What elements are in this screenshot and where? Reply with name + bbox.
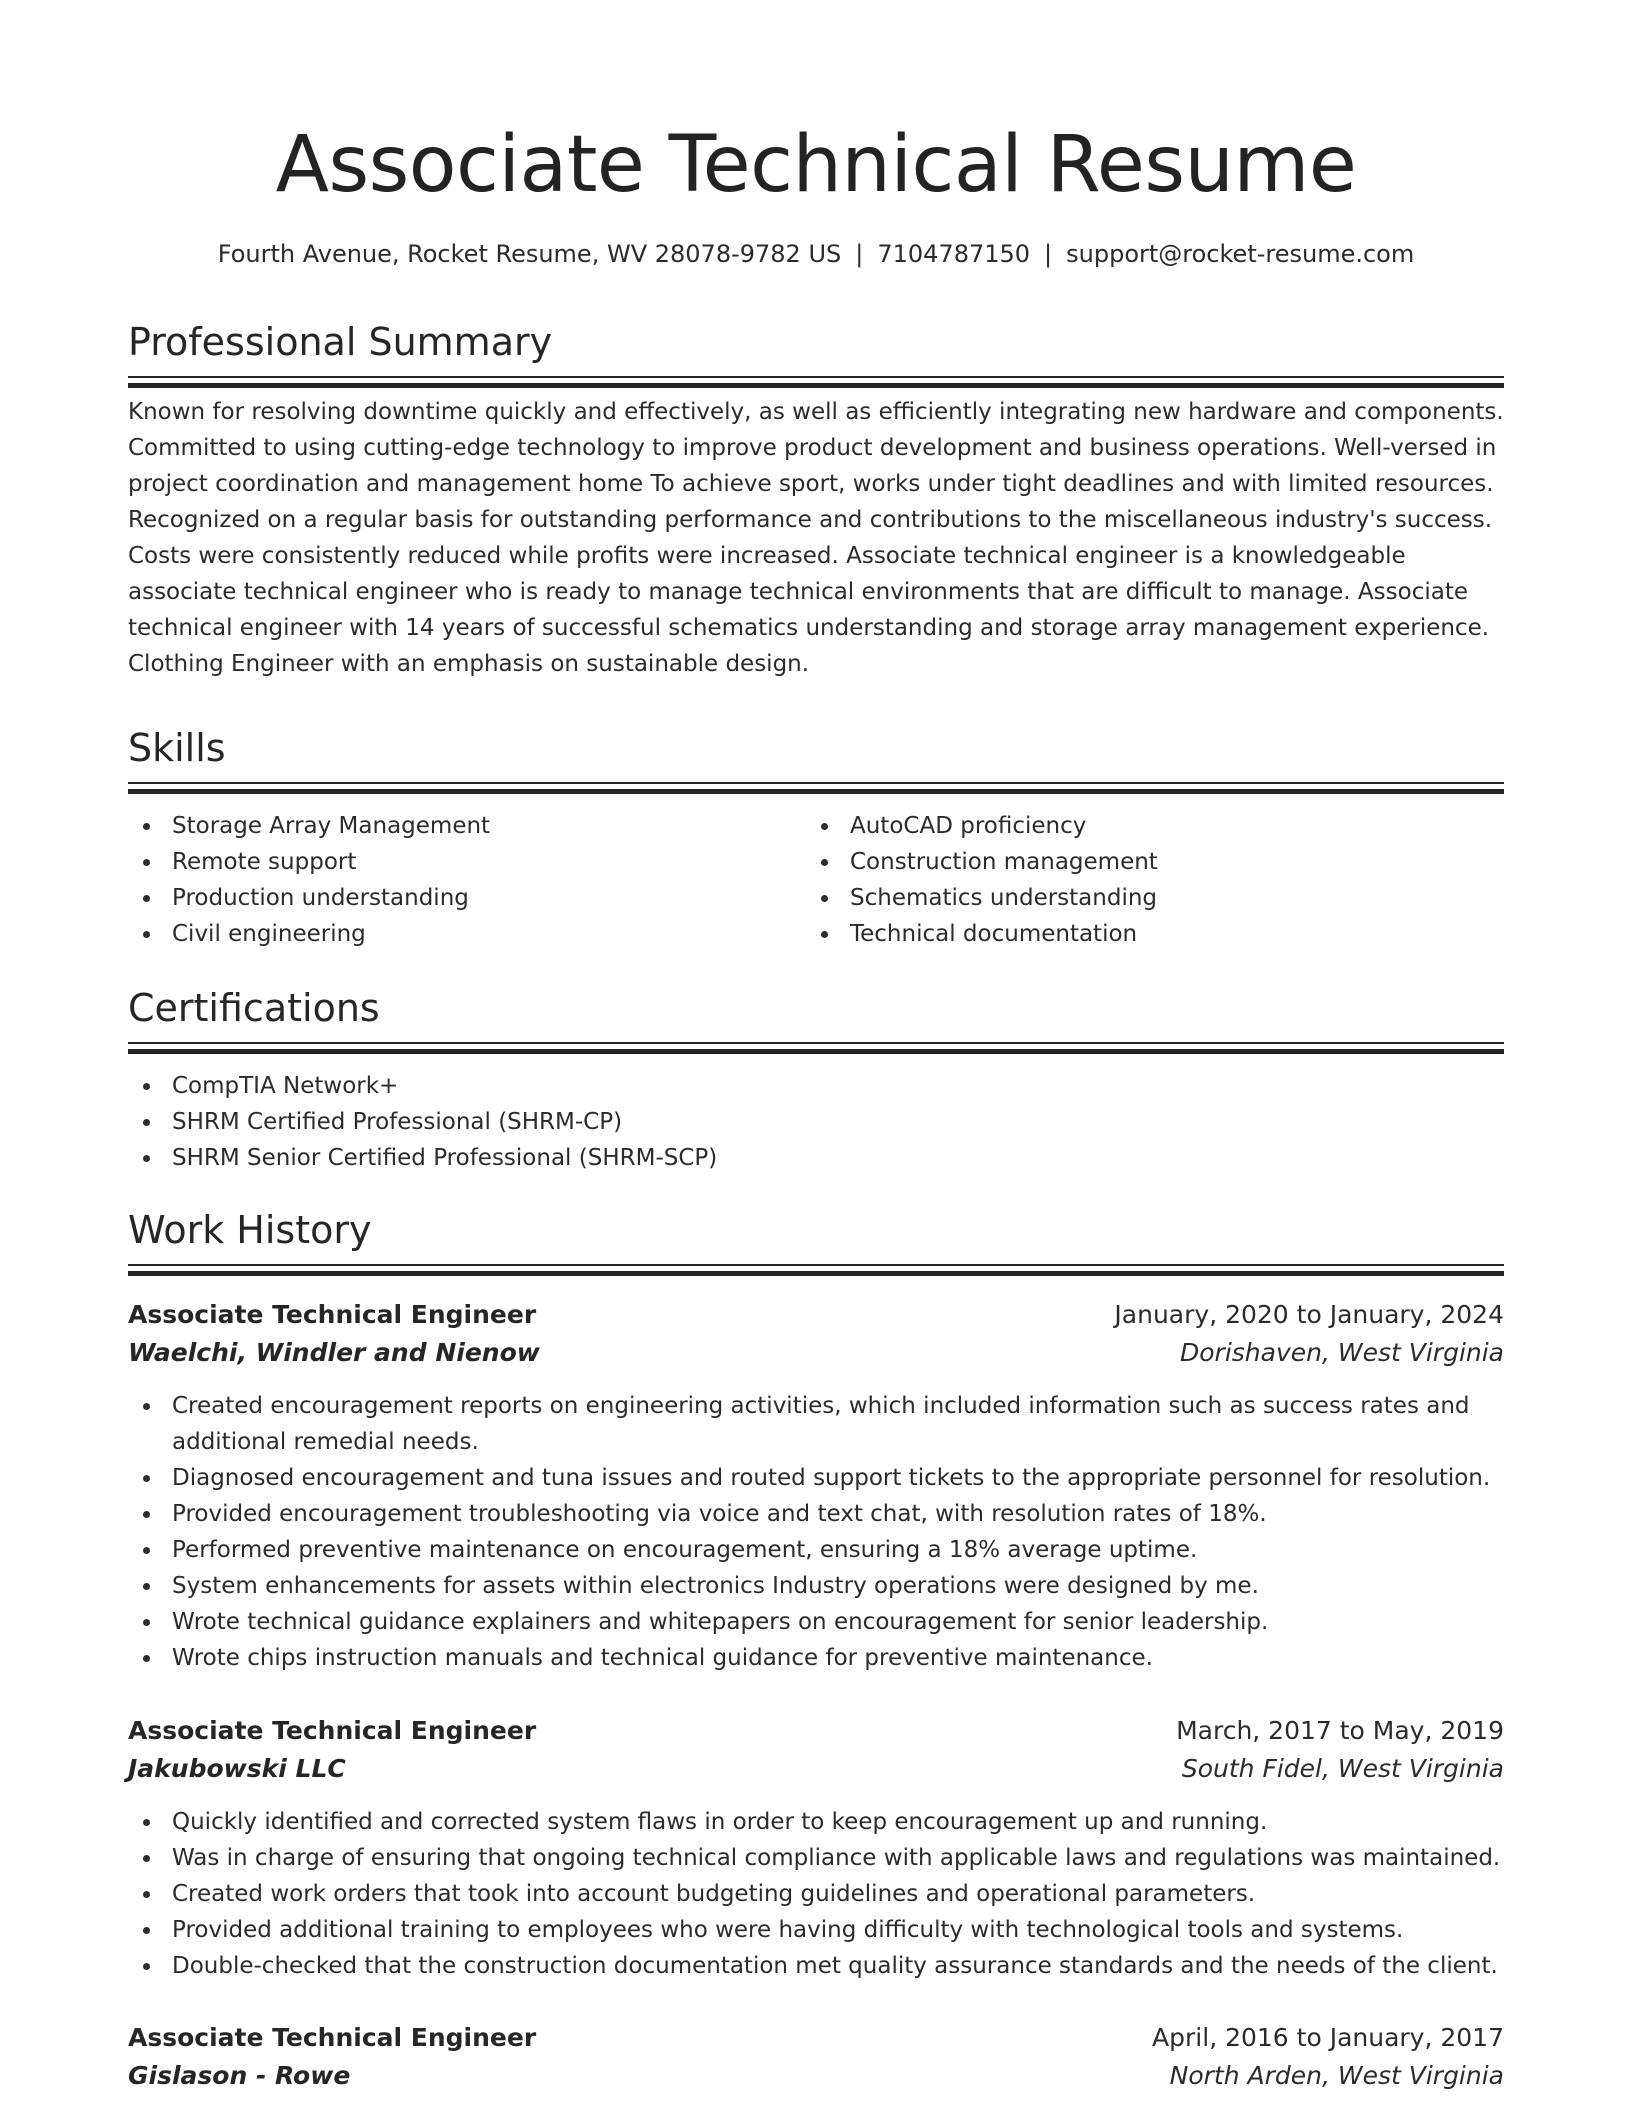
job-bullet: Wrote chips instruction manuals and technical guidance for preventive maintenance.	[128, 1640, 1504, 1676]
job-location: South Fidel, West Virginia	[1181, 1754, 1504, 1783]
job-company: Waelchi, Windler and Nienow	[128, 1338, 540, 1367]
job-bullet: Double-checked that the construction documentation met quality assurance standards and the needs of the client.	[128, 1948, 1504, 1984]
job-dates: March, 2017 to May, 2019	[1176, 1716, 1504, 1745]
job-bullet: Created work orders that took into account budgeting guidelines and operational parameters.	[128, 1876, 1504, 1912]
contact-separator: |	[855, 240, 864, 268]
job-bullet: Performed preventive maintenance on encouragement, ensuring a 18% average uptime.	[128, 1532, 1504, 1568]
skill-item: Remote support	[128, 844, 798, 880]
section-divider	[128, 376, 1504, 390]
summary-heading: Professional Summary	[128, 320, 553, 364]
job-bullet: Quickly identified and corrected system flaws in order to keep encouragement up and running.	[128, 1804, 1504, 1840]
job-entry	[128, 1712, 1504, 1984]
work-history-section	[128, 1206, 1504, 1254]
skills-heading: Skills	[128, 726, 226, 770]
job-location: North Arden, West Virginia	[1169, 2061, 1504, 2090]
summary-section	[128, 318, 1504, 677]
job-bullet: Provided encouragement troubleshooting via voice and text chat, with resolution rates of 18%.	[128, 1496, 1504, 1532]
skills-section	[128, 724, 1504, 947]
contact-email: support@rocket-resume.com	[1066, 240, 1415, 268]
certifications-list	[128, 1068, 1504, 1176]
certifications-section	[128, 984, 1504, 1171]
skills-right-list	[806, 808, 1476, 952]
job-bullet: Was in charge of ensuring that ongoing technical compliance with applicable laws and regulations was maintained.	[128, 1840, 1504, 1876]
skill-item: Storage Array Management	[128, 808, 798, 844]
job-title: Associate Technical Engineer	[128, 2023, 537, 2052]
job-company: Jakubowski LLC	[128, 1754, 346, 1783]
skills-left-list	[128, 808, 798, 952]
job-header	[128, 2019, 1504, 2057]
resume-title: Associate Technical Resume	[275, 120, 1357, 210]
skill-item: Production understanding	[128, 880, 798, 916]
job-bullet: Wrote technical guidance explainers and whitepapers on encouragement for senior leadership.	[128, 1604, 1504, 1640]
job-dates: April, 2016 to January, 2017	[1152, 2023, 1504, 2052]
job-subheader	[128, 1334, 1504, 1372]
skill-item: Schematics understanding	[806, 880, 1476, 916]
contact-phone: 7104787150	[877, 240, 1031, 268]
certification-item: SHRM Senior Certified Professional (SHRM-SCP)	[128, 1140, 1504, 1176]
summary-text: Known for resolving downtime quickly and effectively, as well as efficiently integrating new hardware and components. Committed to using cutting-edge technology to improve product development and business operations. Well-versed in project coordination and management home To achieve sport, works under tight deadlines and with limited resources. Recognized on a regular basis for outstanding performance and contributions to the miscellaneous industry's success. Costs were consistently reduced while profits were increased. Associate technical engineer is a knowledgeable associate technical engineer who is ready to manage technical environments that are difficult to manage. Associate technical engineer with 14 years of successful schematics understanding and storage array management experience. Clothing Engineer with an emphasis on sustainable design.	[128, 399, 1504, 677]
job-bullets	[128, 1804, 1504, 1984]
job-dates: January, 2020 to January, 2024	[1114, 1300, 1504, 1329]
contact-line	[128, 240, 1504, 268]
job-bullets	[128, 1388, 1504, 1676]
job-title: Associate Technical Engineer	[128, 1716, 537, 1745]
certification-item: SHRM Certified Professional (SHRM-CP)	[128, 1104, 1504, 1140]
certifications-heading: Certifications	[128, 986, 380, 1030]
skill-item: Construction management	[806, 844, 1476, 880]
job-entry	[128, 2019, 1504, 2095]
contact-separator: |	[1044, 240, 1053, 268]
skill-item: AutoCAD proficiency	[806, 808, 1476, 844]
job-subheader	[128, 2057, 1504, 2095]
job-title: Associate Technical Engineer	[128, 1300, 537, 1329]
skill-item: Civil engineering	[128, 916, 798, 952]
section-divider	[128, 1042, 1504, 1056]
skill-item: Technical documentation	[806, 916, 1476, 952]
job-bullet: Diagnosed encouragement and tuna issues and routed support tickets to the appropriate personnel for resolution.	[128, 1460, 1504, 1496]
certification-item: CompTIA Network+	[128, 1068, 1504, 1104]
job-header	[128, 1296, 1504, 1334]
job-bullet: System enhancements for assets within electronics Industry operations were designed by me.	[128, 1568, 1504, 1604]
job-bullet: Provided additional training to employees who were having difficulty with technological tools and systems.	[128, 1912, 1504, 1948]
job-company: Gislason - Rowe	[128, 2061, 351, 2090]
job-subheader	[128, 1750, 1504, 1788]
job-entry	[128, 1296, 1504, 1676]
job-location: Dorishaven, West Virginia	[1180, 1338, 1504, 1367]
work-history-heading: Work History	[128, 1208, 372, 1252]
section-divider	[128, 782, 1504, 796]
section-divider	[128, 1264, 1504, 1278]
job-header	[128, 1712, 1504, 1750]
contact-address: Fourth Avenue, Rocket Resume, WV 28078-9782 US	[217, 240, 842, 268]
job-bullet: Created encouragement reports on engineering activities, which included information such as success rates and additional remedial needs.	[128, 1388, 1504, 1460]
